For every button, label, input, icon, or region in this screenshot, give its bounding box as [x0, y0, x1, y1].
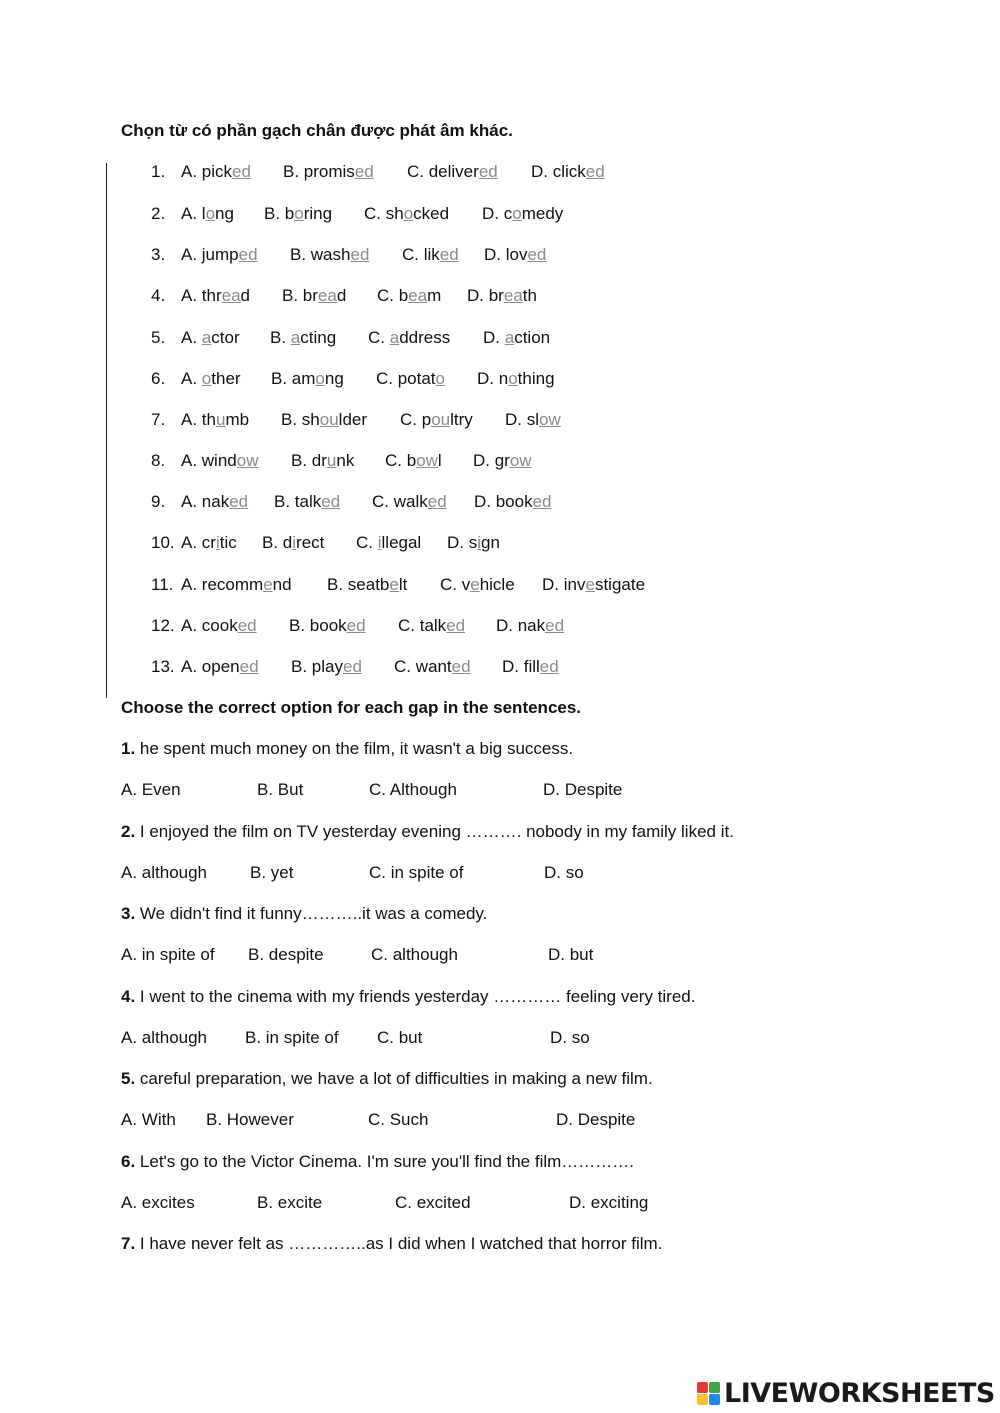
word-part: C. b: [377, 286, 409, 305]
word-option: [181, 657, 259, 677]
word-option: [368, 328, 450, 348]
underlined-part: ed: [239, 657, 259, 676]
word-part: D. gr: [473, 451, 510, 470]
word-part: D. click: [531, 162, 586, 181]
underlined-part: e: [470, 575, 480, 594]
underlined-part: ed: [342, 657, 362, 676]
word-option: [181, 245, 258, 265]
word-part: C. lik: [402, 245, 440, 264]
logo-blocks-icon: [697, 1382, 720, 1405]
answer-option[interactable]: D. Despite: [543, 780, 623, 799]
word-part: C. talk: [398, 616, 447, 635]
underlined-part: e: [389, 575, 399, 594]
word-part: mb: [225, 410, 250, 429]
word-option: [372, 492, 447, 512]
underlined-part: ed: [232, 162, 251, 181]
underlined-part: ow: [236, 451, 259, 470]
word-part: C.: [368, 328, 390, 347]
word-part: B. sh: [281, 410, 320, 429]
question-text: [121, 1069, 653, 1089]
underlined-part: o: [315, 369, 325, 388]
answer-option[interactable]: A. Even: [121, 780, 181, 799]
word-option: [264, 204, 332, 224]
item-number: 2.: [151, 204, 166, 223]
word-part: thing: [517, 369, 555, 388]
word-part: C. v: [440, 575, 471, 594]
word-part: A. open: [181, 657, 240, 676]
logo-text: LIVEWORKSHEETS: [724, 1377, 995, 1409]
word-part: lder: [338, 410, 368, 429]
underlined-part: ed: [229, 492, 249, 511]
item-number: 13.: [151, 657, 175, 676]
word-option: [364, 204, 449, 224]
word-option: [467, 286, 537, 306]
underlined-part: o: [201, 369, 212, 388]
underlined-part: o: [512, 204, 522, 223]
item-number: 9.: [151, 492, 166, 511]
question-number: 1.: [121, 739, 136, 758]
word-part: D. book: [474, 492, 533, 511]
word-part: D. lov: [484, 245, 528, 264]
word-part: medy: [521, 204, 564, 223]
word-part: hicle: [479, 575, 515, 594]
underlined-part: e: [263, 575, 273, 594]
word-part: D. n: [477, 369, 509, 388]
underlined-part: ow: [539, 410, 561, 429]
underlined-part: ed: [237, 616, 257, 635]
word-part: B.: [270, 328, 291, 347]
word-part: llegal: [381, 533, 422, 552]
question-number: 6.: [121, 1152, 136, 1171]
answer-option[interactable]: D. exciting: [569, 1193, 649, 1212]
item-number: 3.: [151, 245, 166, 264]
word-option: [447, 533, 500, 553]
word-part: rect: [296, 533, 325, 552]
word-option: [376, 369, 445, 389]
question-number: 5.: [121, 1069, 136, 1088]
answer-option[interactable]: C. although: [371, 945, 458, 964]
word-part: A. recomm: [181, 575, 264, 594]
word-part: B. d: [262, 533, 293, 552]
answer-option[interactable]: A. although: [121, 863, 208, 882]
underlined-part: ed: [346, 616, 366, 635]
question-number: 3.: [121, 904, 136, 923]
word-part: cting: [300, 328, 337, 347]
answer-option[interactable]: B. yet: [250, 863, 294, 882]
word-option: [181, 575, 292, 595]
word-option: [505, 410, 561, 430]
word-option: [496, 616, 564, 636]
word-option: [477, 369, 555, 389]
underlined-part: a: [504, 328, 515, 347]
item-number: 10.: [151, 533, 175, 552]
word-part: B. wash: [290, 245, 351, 264]
question-sentence: I enjoyed the film on TV yesterday evening ………. nobody in my family liked it.: [135, 822, 734, 841]
word-part: B. dr: [291, 451, 327, 470]
word-option: [274, 492, 340, 512]
word-part: B. seatb: [327, 575, 390, 594]
word-part: stigate: [594, 575, 646, 594]
underlined-part: ea: [221, 286, 241, 305]
word-option: [482, 204, 563, 224]
word-option: [270, 328, 336, 348]
underlined-part: u: [215, 410, 226, 429]
underlined-part: ed: [478, 162, 498, 181]
underlined-part: ed: [350, 245, 370, 264]
word-option: [291, 657, 362, 677]
question-sentence: We didn't find it funny………..it was a comedy.: [135, 904, 488, 923]
item-number: 1.: [151, 162, 166, 181]
word-option: [181, 410, 249, 430]
word-option: [181, 492, 248, 512]
word-part: ring: [303, 204, 333, 223]
question-sentence: I have never felt as …………..as I did when I watched that horror film.: [135, 1234, 663, 1253]
word-option: [181, 204, 234, 224]
item-number: 7.: [151, 410, 166, 429]
word-part: D. s: [447, 533, 478, 552]
section1-heading: Chọn từ có phần gạch chân được phát âm khác.: [121, 121, 513, 140]
word-option: [542, 575, 645, 595]
word-part: A. l: [181, 204, 206, 223]
word-part: C. potat: [376, 369, 436, 388]
answer-option[interactable]: D. so: [544, 863, 584, 882]
word-option: [407, 162, 498, 182]
word-part: nk: [336, 451, 355, 470]
answer-option[interactable]: A. With: [121, 1110, 176, 1129]
item-number: 8.: [151, 451, 166, 470]
word-part: d: [240, 286, 251, 305]
underlined-part: ed: [427, 492, 447, 511]
word-part: B. promis: [283, 162, 355, 181]
item-number: 5.: [151, 328, 166, 347]
answer-option[interactable]: B. But: [257, 780, 304, 799]
underlined-part: ed: [527, 245, 547, 264]
answer-option[interactable]: A. in spite of: [121, 945, 215, 964]
underlined-part: ed: [532, 492, 552, 511]
word-option: [181, 369, 241, 389]
question-text: [121, 987, 695, 1007]
word-part: cked: [413, 204, 450, 223]
question-text: [121, 904, 487, 924]
word-part: B. play: [291, 657, 343, 676]
word-option: [377, 286, 441, 306]
word-part: ltry: [450, 410, 473, 429]
underlined-part: ow: [509, 451, 532, 470]
word-option: [327, 575, 407, 595]
word-option: [283, 162, 374, 182]
answer-option[interactable]: A. although: [121, 1028, 208, 1047]
underlined-part: o: [435, 369, 446, 388]
underlined-part: i: [477, 533, 482, 552]
word-part: C. p: [400, 410, 432, 429]
word-part: D. br: [467, 286, 504, 305]
underlined-part: ea: [408, 286, 428, 305]
answer-option[interactable]: C. in spite of: [369, 863, 464, 882]
item-number: 12.: [151, 616, 175, 635]
word-part: A. cook: [181, 616, 238, 635]
word-part: A.: [181, 369, 202, 388]
question-number: 2.: [121, 822, 136, 841]
section2-heading: Choose the correct option for each gap in the sentences.: [121, 698, 582, 717]
word-part: d: [336, 286, 347, 305]
liveworksheets-logo: [697, 1376, 995, 1410]
word-part: D.: [483, 328, 505, 347]
item-number: 6.: [151, 369, 166, 388]
word-part: A. cr: [181, 533, 216, 552]
word-option: [181, 286, 250, 306]
question-number: 7.: [121, 1234, 136, 1253]
word-part: tic: [219, 533, 237, 552]
question-number: 4.: [121, 987, 136, 1006]
word-part: C. walk: [372, 492, 428, 511]
question-sentence: careful preparation, we have a lot of difficulties in making a new film.: [135, 1069, 653, 1088]
question-text: [121, 739, 573, 759]
word-part: D. c: [482, 204, 513, 223]
word-part: ction: [514, 328, 551, 347]
word-option: [474, 492, 552, 512]
word-part: C. deliver: [407, 162, 479, 181]
margin-line: [106, 163, 107, 698]
underlined-part: o: [508, 369, 518, 388]
underlined-part: ed: [539, 657, 559, 676]
underlined-part: ed: [585, 162, 605, 181]
underlined-part: ow: [416, 451, 438, 470]
underlined-part: o: [294, 204, 304, 223]
word-part: D. nak: [496, 616, 546, 635]
word-option: [531, 162, 605, 182]
word-part: B. book: [289, 616, 347, 635]
answer-option[interactable]: D. but: [548, 945, 594, 964]
word-part: lt: [398, 575, 408, 594]
underlined-part: ea: [317, 286, 337, 305]
underlined-part: o: [403, 204, 414, 223]
question-text: [121, 1234, 662, 1254]
word-option: [181, 328, 240, 348]
word-part: A. jump: [181, 245, 239, 264]
answer-option[interactable]: C. but: [377, 1028, 423, 1047]
underlined-part: e: [585, 575, 595, 594]
answer-option[interactable]: C. Although: [369, 780, 457, 799]
word-option: [181, 533, 237, 553]
word-part: A. wind: [181, 451, 237, 470]
underlined-part: ed: [238, 245, 258, 264]
item-number: 4.: [151, 286, 166, 305]
word-option: [271, 369, 344, 389]
word-option: [473, 451, 532, 471]
word-option: [281, 410, 367, 430]
word-part: A. thr: [181, 286, 222, 305]
word-part: nd: [272, 575, 292, 594]
word-option: [483, 328, 550, 348]
answer-option[interactable]: D. Despite: [556, 1110, 636, 1129]
underlined-part: i: [215, 533, 220, 552]
word-option: [502, 657, 559, 677]
word-part: A. pick: [181, 162, 233, 181]
answer-option[interactable]: A. excites: [121, 1193, 195, 1212]
word-part: m: [427, 286, 442, 305]
word-option: [440, 575, 515, 595]
question-sentence: Let's go to the Victor Cinema. I'm sure you'll find the film………….: [135, 1152, 635, 1171]
word-part: B. b: [264, 204, 295, 223]
word-part: C. sh: [364, 204, 404, 223]
word-option: [181, 616, 257, 636]
word-option: [394, 657, 471, 677]
word-part: A. nak: [181, 492, 230, 511]
word-option: [289, 616, 366, 636]
underlined-part: ed: [545, 616, 565, 635]
item-number: 11.: [151, 575, 174, 594]
word-option: [181, 162, 251, 182]
word-option: [484, 245, 546, 265]
underlined-part: ed: [451, 657, 471, 676]
underlined-part: ed: [321, 492, 341, 511]
word-option: [400, 410, 473, 430]
word-part: B. br: [282, 286, 318, 305]
word-part: ng: [215, 204, 234, 223]
answer-option[interactable]: C. excited: [395, 1193, 471, 1212]
underlined-part: i: [292, 533, 297, 552]
underlined-part: u: [326, 451, 337, 470]
word-part: A.: [181, 328, 202, 347]
word-part: l: [437, 451, 442, 470]
word-part: th: [522, 286, 537, 305]
word-part: D. fill: [502, 657, 540, 676]
word-part: D. inv: [542, 575, 586, 594]
answer-option[interactable]: C. Such: [368, 1110, 429, 1129]
word-part: C. b: [385, 451, 417, 470]
word-option: [385, 451, 442, 471]
word-part: B. am: [271, 369, 316, 388]
underlined-part: i: [377, 533, 382, 552]
underlined-part: ea: [503, 286, 523, 305]
underlined-part: ed: [446, 616, 466, 635]
word-part: C. want: [394, 657, 452, 676]
word-part: ther: [211, 369, 241, 388]
underlined-part: ou: [319, 410, 339, 429]
underlined-part: ed: [439, 245, 459, 264]
answer-option[interactable]: B. However: [206, 1110, 294, 1129]
word-part: ddress: [399, 328, 451, 347]
answer-option[interactable]: D. so: [550, 1028, 590, 1047]
underlined-part: ou: [431, 410, 451, 429]
word-part: ctor: [211, 328, 240, 347]
answer-option[interactable]: B. excite: [257, 1193, 323, 1212]
underlined-part: a: [389, 328, 400, 347]
underlined-part: o: [205, 204, 216, 223]
question-text: [121, 822, 734, 842]
underlined-part: ed: [354, 162, 374, 181]
answer-option[interactable]: B. despite: [248, 945, 324, 964]
word-option: [262, 533, 324, 553]
word-option: [291, 451, 354, 471]
word-part: gn: [481, 533, 500, 552]
question-text: [121, 1152, 634, 1172]
word-part: D. sl: [505, 410, 539, 429]
underlined-part: a: [201, 328, 212, 347]
word-option: [181, 451, 258, 471]
question-sentence: he spent much money on the film, it wasn't a big success.: [135, 739, 574, 758]
word-part: A. th: [181, 410, 216, 429]
word-option: [402, 245, 459, 265]
word-part: ng: [324, 369, 344, 388]
word-option: [282, 286, 346, 306]
word-part: C.: [356, 533, 378, 552]
word-option: [290, 245, 369, 265]
underlined-part: a: [290, 328, 301, 347]
word-part: B. talk: [274, 492, 322, 511]
word-option: [356, 533, 421, 553]
question-sentence: I went to the cinema with my friends yesterday ………… feeling very tired.: [135, 987, 696, 1006]
word-option: [398, 616, 465, 636]
answer-option[interactable]: B. in spite of: [245, 1028, 339, 1047]
